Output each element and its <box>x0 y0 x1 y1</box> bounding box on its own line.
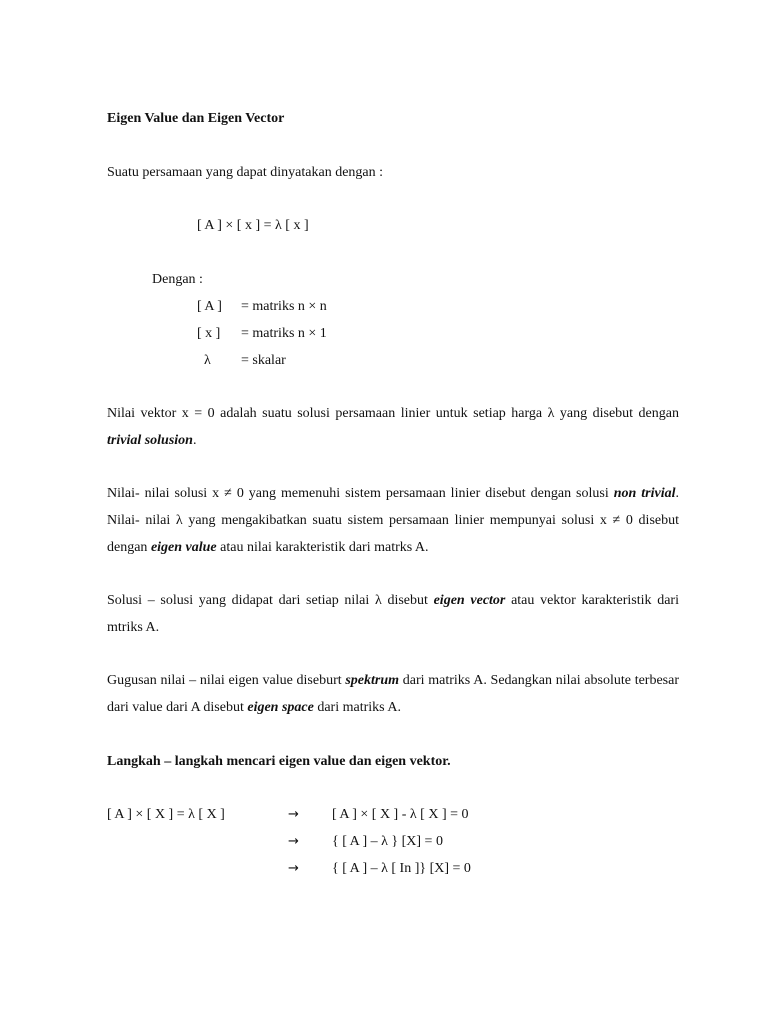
p2-text-c: atau nilai karakteristik dari matrks A. <box>216 540 429 555</box>
p1-text-a: Nilai vektor x = 0 adalah suatu solusi persamaan linier untuk setiap harga λ yang disebut dengan <box>107 406 679 421</box>
p4-text-c: dari matriks A. <box>313 700 401 715</box>
document-title: Eigen Value dan Eigen Vector <box>107 111 285 126</box>
p4-text-b: dari matriks A. Sedangkan nilai absolute terbesar dari value dari A disebut <box>107 673 679 715</box>
step-equation-3: { [ A ] – λ [ In ]} [X] = 0 <box>332 861 471 876</box>
arrow-right-icon: → <box>288 807 299 822</box>
def-meaning-x: = matriks n × 1 <box>241 326 327 341</box>
steps-lhs-equation: [ A ] × [ X ] = λ [ X ] <box>107 807 225 822</box>
p3-text-b: atau vektor karakteristik dari mtriks A. <box>107 593 679 635</box>
def-meaning-lambda: = skalar <box>241 353 286 368</box>
p2-text-a: Nilai- nilai solusi x ≠ 0 yang memenuhi sistem persamaan linier disebut dengan solusi <box>107 486 614 501</box>
intro-text: Suatu persamaan yang dapat dinyatakan dengan : <box>107 165 384 180</box>
term-eigen-space: eigen space <box>247 700 314 715</box>
term-trivial-solusion: trivial solusion <box>107 433 193 448</box>
term-eigen-value: eigen value <box>150 540 217 555</box>
p1-text-b: . <box>192 433 197 448</box>
p4-text-a: Gugusan nilai – nilai eigen value diseburt <box>107 673 346 688</box>
def-symbol-x: [ x ] <box>197 326 221 341</box>
p2-text-b: . Nilai- nilai λ yang mengakibatkan suatu sistem persamaan linier mempunyai solusi x ≠ 0 disebut dengan <box>107 486 679 555</box>
term-spektrum: spektrum <box>345 673 400 688</box>
paragraph-trivial <box>107 400 679 454</box>
arrow-right-icon: → <box>288 834 299 849</box>
term-eigen-vector: eigen vector <box>433 593 506 608</box>
def-symbol-lambda: λ <box>204 353 211 368</box>
paragraph-eigen-vector <box>107 587 679 641</box>
paragraph-spektrum <box>107 667 679 721</box>
main-equation: [ A ] × [ x ] = λ [ x ] <box>197 218 309 233</box>
def-symbol-a: [ A ] <box>197 299 222 314</box>
steps-heading: Langkah – langkah mencari eigen value dan eigen vektor. <box>107 754 451 769</box>
step-equation-2: { [ A ] – λ } [X] = 0 <box>332 834 443 849</box>
def-meaning-a: = matriks n × n <box>241 299 327 314</box>
step-equation-1: [ A ] × [ X ] - λ [ X ] = 0 <box>332 807 469 822</box>
arrow-right-icon: → <box>288 861 299 876</box>
term-non-trivial: non trivial <box>613 486 676 501</box>
dengan-label: Dengan : <box>152 272 203 287</box>
p3-text-a: Solusi – solusi yang didapat dari setiap nilai λ disebut <box>107 593 434 608</box>
paragraph-non-trivial <box>107 480 679 561</box>
